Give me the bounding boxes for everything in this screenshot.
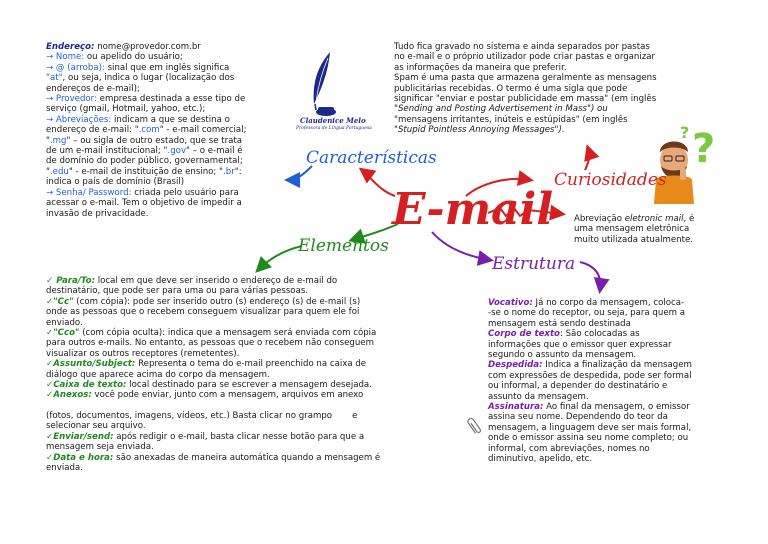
logo-name: Claudenice Melo xyxy=(300,116,366,125)
logo-subtitle: Professora de Língua Portuguesa xyxy=(296,126,372,131)
arrow-to-caracteristicas xyxy=(362,170,395,196)
arrow-to-caracteristicas-text xyxy=(288,166,312,180)
arrow-to-elementos-text xyxy=(258,246,302,270)
center-title: E-mail xyxy=(392,184,554,235)
branch-elementos: Elementos xyxy=(298,236,389,256)
elementos-text: ✓ Para/To: local em que deve ser inserido o endereço de e-mail do destinatário, que pode ser para uma ou para várias pessoas. ✓"Cc" (com cópia): pode ser inserido outro (s) endereço (s) de e-mail (s) onde as pessoas que o recebem conseguem visualizar para quem ele foi enviado. ✓"Cco" (com cópia oculta): indica que a mensagem será enviada com cópia para outros e-mails. No entanto, as pessoas que o recebem não conseguem visualizar os outros receptores (remetentes). ✓Assunto/Subject: Representa o tema do e-mail preenchido na caixa de diálogo que aparece acima do corpo da mensagem. ✓Caixa de texto: local destinado para se escrever a mensagem desejada. ✓Anexos: você pode enviar, junto com a mensagem, arquivos em anexo (fotos, documentos, imagens, vídeos, etc.) Basta clicar no grampo e selecionar seu arquivo. ✓Enviar/send: após redigir o e-mail, basta clicar nesse botão para que a mensagem seja enviada. ✓Data e hora: são anexadas de maneira automática quando a mensagem é enviada. xyxy=(46,276,381,473)
arrow-to-estrutura-text xyxy=(580,262,600,290)
branch-curiosidades: Curiosidades xyxy=(554,170,667,190)
caracteristicas-text: Endereço: nome@provedor.com.br → Nome: ou apelido do usuário; → @ (arroba): sinal que em inglês significa "at", ou seja, indica o lugar (localização dos endereços de e-mail); → Provedor: empresa destinada a esse tipo de serviço (gmail, Hotmail, yahoo, etc.); → Abreviações: indicam a que se destina o endereço de e-mail: ".com" - e-mail comercial; ".mg" – ou sigla de outro estado, que se trata de um e-mail institucional; ".gov" – o e-mail é de domínio do poder público, governamental; ".edu" - e-mail de instituição de ensino; ".br": indica o país de domínio (Brasil) → Senha/ Password: criada pelo usuário para acessar o e-mail. Tem o objetivo de impedir a invasão de privacidade. xyxy=(46,42,247,219)
definition-text: Abreviação eletronic mail, é uma mensagem eletrônica muito utilizada atualmente. xyxy=(574,214,695,245)
arrow-to-estrutura xyxy=(432,232,490,260)
paperclip-icon xyxy=(467,417,481,434)
branch-caracteristicas: Características xyxy=(306,148,437,168)
svg-text:?: ? xyxy=(680,123,690,142)
estrutura-text: Vocativo: Já no corpo da mensagem, coloca- -se o nome do receptor, ou seja, para quem a mensagem está sendo destinada Corpo de texto: São colocadas as informações que o emissor quer expressar segundo o assunto da mensagem. Despedida: Indica a finalização da mensagem com expressões de despedida, pode ser formal ou informal, a depender do destinatário e assunto da mensagem. Assinatura: Ao final da mensagem, o emissor assina seu nome. Dependendo do teor da mensagem, a linguagem deve ser mais formal, onde o emissor assina seu nome completo; ou informal, com abreviações, nomes no diminutivo, apelido, etc. xyxy=(488,298,692,465)
svg-text:?: ? xyxy=(692,126,716,172)
branch-estrutura: Estrutura xyxy=(492,254,576,274)
arrow-to-curiosidades-text xyxy=(585,148,589,170)
quill-logo xyxy=(314,52,336,116)
curiosidades-text: Tudo fica gravado no sistema e ainda separados por pastas no e-mail e o próprio utilizador pode criar pastas e organizar as informações da maneira que preferir. Spam é uma pasta que armazena geralmente as mensagens publicitárias recebidas. O termo é uma sigla que pode significar "enviar e postar publicidade em massa" (em inglês "Sending and Posting Advertisement in Mass") ou "mensagens irritantes, inúteis e estúpidas" (em inglês "Stupid Pointless Annoying Messages"). xyxy=(394,42,657,136)
